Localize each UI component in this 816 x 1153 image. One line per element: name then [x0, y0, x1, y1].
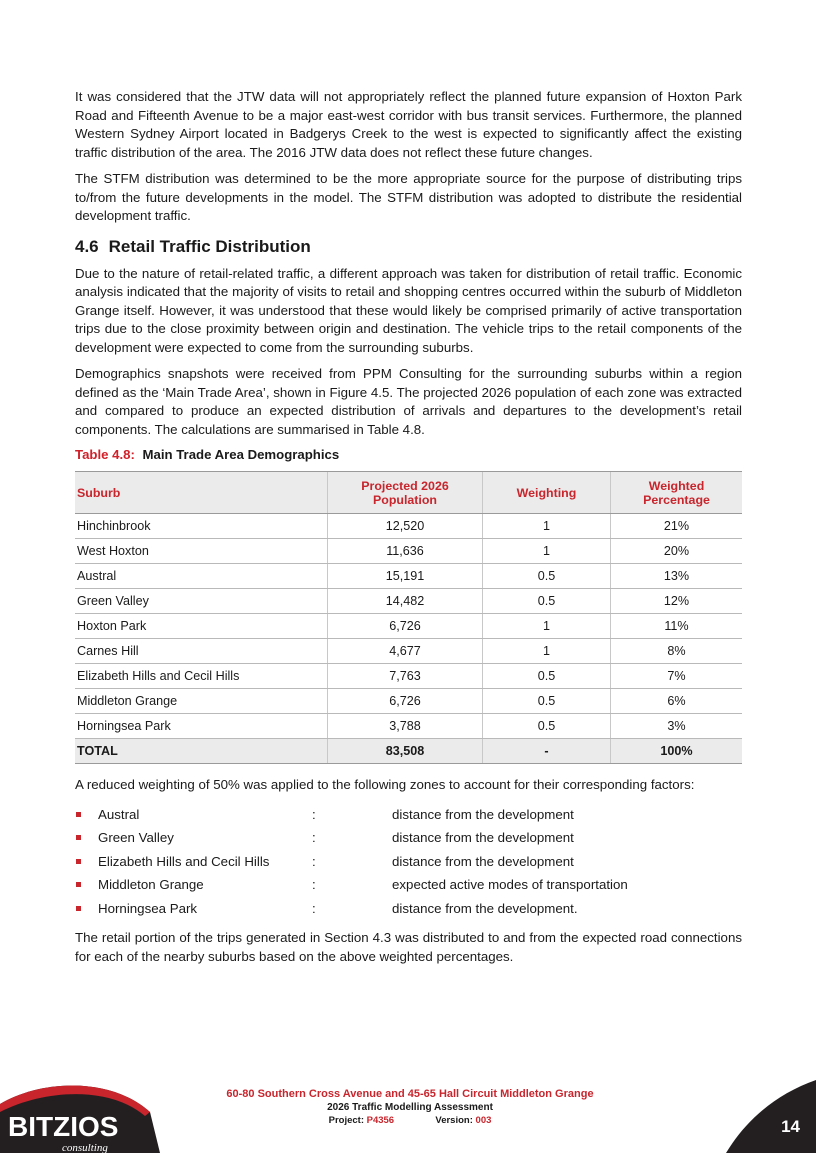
- bullet-square-icon: [76, 812, 81, 817]
- list-item: [75, 850, 742, 874]
- list-reason: expected active modes of transportation: [392, 877, 628, 893]
- footer-project-value: P4356: [366, 1115, 395, 1126]
- table-total-row: [75, 739, 742, 764]
- page-number: 14: [781, 1117, 800, 1136]
- page-footer: [0, 1060, 816, 1153]
- cell-weighting: 0.5: [483, 564, 611, 589]
- cell-weighting: 0.5: [483, 664, 611, 689]
- section-number: 4.6: [75, 236, 99, 256]
- table-row: [75, 564, 742, 589]
- demographics-table: [75, 471, 742, 764]
- cell-percentage: 13%: [611, 564, 743, 589]
- list-colon: :: [312, 806, 316, 822]
- cell-percentage: 8%: [611, 639, 743, 664]
- list-colon: :: [312, 853, 316, 869]
- header-weighting: Weighting: [483, 472, 611, 514]
- total-percentage: 100%: [611, 739, 743, 764]
- table-row: [75, 714, 742, 739]
- cell-percentage: 11%: [611, 614, 743, 639]
- page-content: [75, 88, 742, 974]
- cell-percentage: 3%: [611, 714, 743, 739]
- table-row: [75, 539, 742, 564]
- footer-project-version: [200, 1114, 620, 1127]
- bullet-square-icon: [76, 835, 81, 840]
- section-title: Retail Traffic Distribution: [108, 236, 311, 256]
- cell-weighting: 0.5: [483, 689, 611, 714]
- cell-population: 15,191: [328, 564, 483, 589]
- cell-suburb: Middleton Grange: [75, 689, 328, 714]
- list-zone: Horningsea Park: [98, 900, 198, 916]
- list-colon: :: [312, 877, 316, 893]
- header-weighted-percentage: Weighted Percentage: [611, 472, 743, 514]
- table-row: [75, 689, 742, 714]
- paragraph-jtw: It was considered that the JTW data will not appropriately reflect the planned future expansion of Hoxton Park Road and Fifteenth Avenue to be a major east-west corridor with bus transit services. Furthermore, the planned Western Sydney Airport located in Badgerys Creek to the west is expected to significantly affect the existing traffic distribution of the area. The 2016 JTW data does not reflect these future changes.: [75, 89, 742, 160]
- footer-project-address: 60-80 Southern Cross Avenue and 45-65 Hall Circuit Middleton Grange: [226, 1088, 594, 1100]
- cell-suburb: Hoxton Park: [75, 614, 328, 639]
- list-zone: Green Valley: [98, 830, 174, 846]
- cell-suburb: Green Valley: [75, 589, 328, 614]
- list-item: [75, 826, 742, 850]
- total-weighting: -: [483, 739, 611, 764]
- total-label: TOTAL: [75, 739, 328, 764]
- cell-population: 6,726: [328, 689, 483, 714]
- cell-percentage: 12%: [611, 589, 743, 614]
- cell-suburb: Austral: [75, 564, 328, 589]
- footer-report-title: 2026 Traffic Modelling Assessment: [327, 1102, 493, 1113]
- list-item: [75, 897, 742, 921]
- footer-version-value: 003: [475, 1115, 492, 1126]
- list-colon: :: [312, 830, 316, 846]
- cell-percentage: 20%: [611, 539, 743, 564]
- header-population: Projected 2026 Population: [328, 472, 483, 514]
- footer-version-label: Version:: [435, 1115, 473, 1126]
- cell-weighting: 1: [483, 614, 611, 639]
- cell-percentage: 21%: [611, 514, 743, 539]
- paragraph-retail-approach: Due to the nature of retail-related traffic, a different approach was taken for distribution of retail traffic. Economic analysis indicated that the majority of visits to retail and shopping centres occurred within the suburb of Middleton Grange itself. However, it was understood that these would likely be comprised primarily of active transportation trips due to the close proximity between origin and destination. The vehicle trips to the retail components of the development were expected to come from the surrounding suburbs.: [75, 265, 742, 355]
- table-row: [75, 514, 742, 539]
- footer-project-label: Project:: [328, 1115, 364, 1126]
- table-caption-title: Main Trade Area Demographics: [142, 447, 340, 462]
- paragraph-stfm: The STFM distribution was determined to be the more appropriate source for the purpose of distributing trips to/from the future developments in the model. The STFM distribution was adopted to distribute the residential development traffic.: [75, 171, 742, 223]
- cell-population: 14,482: [328, 589, 483, 614]
- list-colon: :: [312, 900, 316, 916]
- list-zone: Middleton Grange: [98, 877, 204, 893]
- footer-text-block: [200, 1087, 620, 1127]
- cell-suburb: West Hoxton: [75, 539, 328, 564]
- list-zone: Elizabeth Hills and Cecil Hills: [98, 853, 270, 869]
- cell-weighting: 1: [483, 639, 611, 664]
- table-header-row: [75, 472, 742, 514]
- table-row: [75, 589, 742, 614]
- bullet-square-icon: [76, 906, 81, 911]
- cell-suburb: Carnes Hill: [75, 639, 328, 664]
- cell-population: 12,520: [328, 514, 483, 539]
- table-caption-number: Table 4.8:: [75, 447, 135, 462]
- cell-population: 3,788: [328, 714, 483, 739]
- table-row: [75, 664, 742, 689]
- list-reason: distance from the development: [392, 853, 574, 869]
- bitzios-logo: [0, 1072, 160, 1153]
- cell-suburb: Elizabeth Hills and Cecil Hills: [75, 664, 328, 689]
- list-item: [75, 873, 742, 897]
- section-heading: [75, 237, 742, 257]
- paragraph-retail-portion: The retail portion of the trips generated in Section 4.3 was distributed to and from the expected road connections for each of the nearby suburbs based on the above weighted percentages.: [75, 930, 742, 964]
- list-reason: distance from the development: [392, 806, 574, 822]
- cell-population: 7,763: [328, 664, 483, 689]
- logo-text: BITZIOS: [8, 1111, 119, 1142]
- list-item: [75, 803, 742, 827]
- cell-population: 11,636: [328, 539, 483, 564]
- cell-weighting: 0.5: [483, 589, 611, 614]
- table-row: [75, 639, 742, 664]
- cell-suburb: Horningsea Park: [75, 714, 328, 739]
- cell-percentage: 6%: [611, 689, 743, 714]
- header-suburb: Suburb: [75, 472, 328, 514]
- bullet-square-icon: [76, 859, 81, 864]
- table-row: [75, 614, 742, 639]
- cell-weighting: 0.5: [483, 714, 611, 739]
- cell-suburb: Hinchinbrook: [75, 514, 328, 539]
- page-number-tab: [726, 1080, 816, 1153]
- cell-population: 4,677: [328, 639, 483, 664]
- cell-percentage: 7%: [611, 664, 743, 689]
- table-caption: [75, 447, 742, 462]
- paragraph-reduced-weighting: A reduced weighting of 50% was applied to the following zones to account for their corresponding factors:: [75, 777, 695, 792]
- total-population: 83,508: [328, 739, 483, 764]
- cell-population: 6,726: [328, 614, 483, 639]
- reduced-zone-list: [75, 803, 742, 921]
- bullet-square-icon: [76, 882, 81, 887]
- logo-subtext: consulting: [62, 1142, 108, 1153]
- list-zone: Austral: [98, 806, 140, 822]
- list-reason: distance from the development.: [392, 900, 578, 916]
- cell-weighting: 1: [483, 514, 611, 539]
- paragraph-demographics: Demographics snapshots were received from PPM Consulting for the surrounding suburbs within a region defined as the ‘Main Trade Area’, shown in Figure 4.5. The projected 2026 population of each zone was extracted and compared to produce an expected distribution of arrivals and departures to the development’s retail components. The calculations are summarised in Table 4.8.: [75, 366, 742, 437]
- cell-weighting: 1: [483, 539, 611, 564]
- list-reason: distance from the development: [392, 830, 574, 846]
